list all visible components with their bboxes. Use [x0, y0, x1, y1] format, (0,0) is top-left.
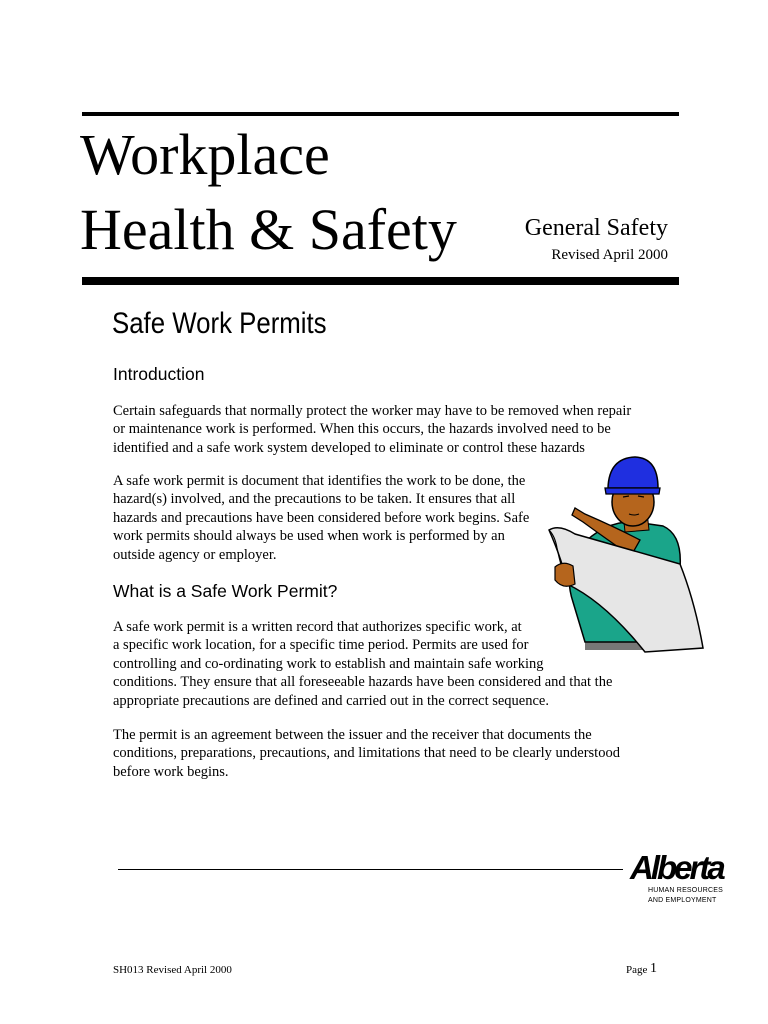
footer-document-code: SH013 Revised April 2000 [113, 964, 232, 976]
header-bottom-rule [82, 277, 679, 285]
text-line: a specific work location, for a specific time period. Permits are used for [113, 637, 529, 654]
paragraph [113, 618, 612, 710]
logo-department-line-1: HUMAN RESOURCES [648, 887, 723, 894]
revision-date: Revised April 2000 [551, 247, 668, 263]
paragraph [113, 726, 620, 781]
paragraph [113, 472, 529, 564]
footer-page-label: Page [626, 964, 648, 976]
hard-hat [608, 457, 658, 488]
text-line: conditions, preparations, precautions, and limitations that need to be clearly understood [113, 745, 620, 762]
text-line: conditions. They ensure that all foreseeable hazards have been considered and that the [113, 674, 613, 691]
worker-hand [555, 563, 575, 586]
text-line: A safe work permit is document that identifies the work to be done, the [113, 473, 526, 489]
text-line: hazards and precautions have been considered before work begins. Safe [113, 509, 530, 526]
alberta-logo [630, 848, 730, 910]
text-line: hazard(s) involved, and the precautions to be taken. It ensures that all [113, 491, 516, 508]
logo-department-line-2: AND EMPLOYMENT [648, 897, 717, 904]
text-line: before work begins. [113, 763, 229, 780]
section-heading-what-is-permit: What is a Safe Work Permit? [113, 581, 338, 601]
footer-page-number: 1 [650, 961, 657, 976]
page-heading: Safe Work Permits [112, 307, 327, 340]
title-line-1: Workplace [80, 122, 330, 187]
text-line: outside agency or employer. [113, 546, 277, 563]
text-line: A safe work permit is a written record that authorizes specific work, at [113, 619, 522, 635]
section-heading-introduction: Introduction [113, 364, 205, 384]
category-label: General Safety [524, 215, 668, 241]
paragraph [113, 402, 631, 457]
construction-worker-with-plans-icon [545, 452, 705, 654]
logo-wordmark: Alberta [630, 849, 723, 886]
header-top-rule [82, 112, 679, 116]
text-line: identified and a safe work system developed to eliminate or control these hazards [113, 439, 585, 456]
title-line-2: Health & Safety [80, 197, 457, 262]
text-line: work permits should always be used when work is performed by an [113, 528, 505, 545]
text-line: appropriate precautions are defined and carried out in the correct sequence. [113, 692, 549, 709]
text-line: The permit is an agreement between the issuer and the receiver that documents the [113, 727, 592, 743]
text-line: controlling and co-ordinating work to establish and maintain safe working [113, 655, 544, 672]
footer-rule [118, 869, 623, 870]
hard-hat-brim [605, 488, 660, 494]
text-line: Certain safeguards that normally protect the worker may have to be removed when repair [113, 403, 632, 419]
text-line: or maintenance work is performed. When this occurs, the hazards involved need to be [113, 421, 611, 438]
